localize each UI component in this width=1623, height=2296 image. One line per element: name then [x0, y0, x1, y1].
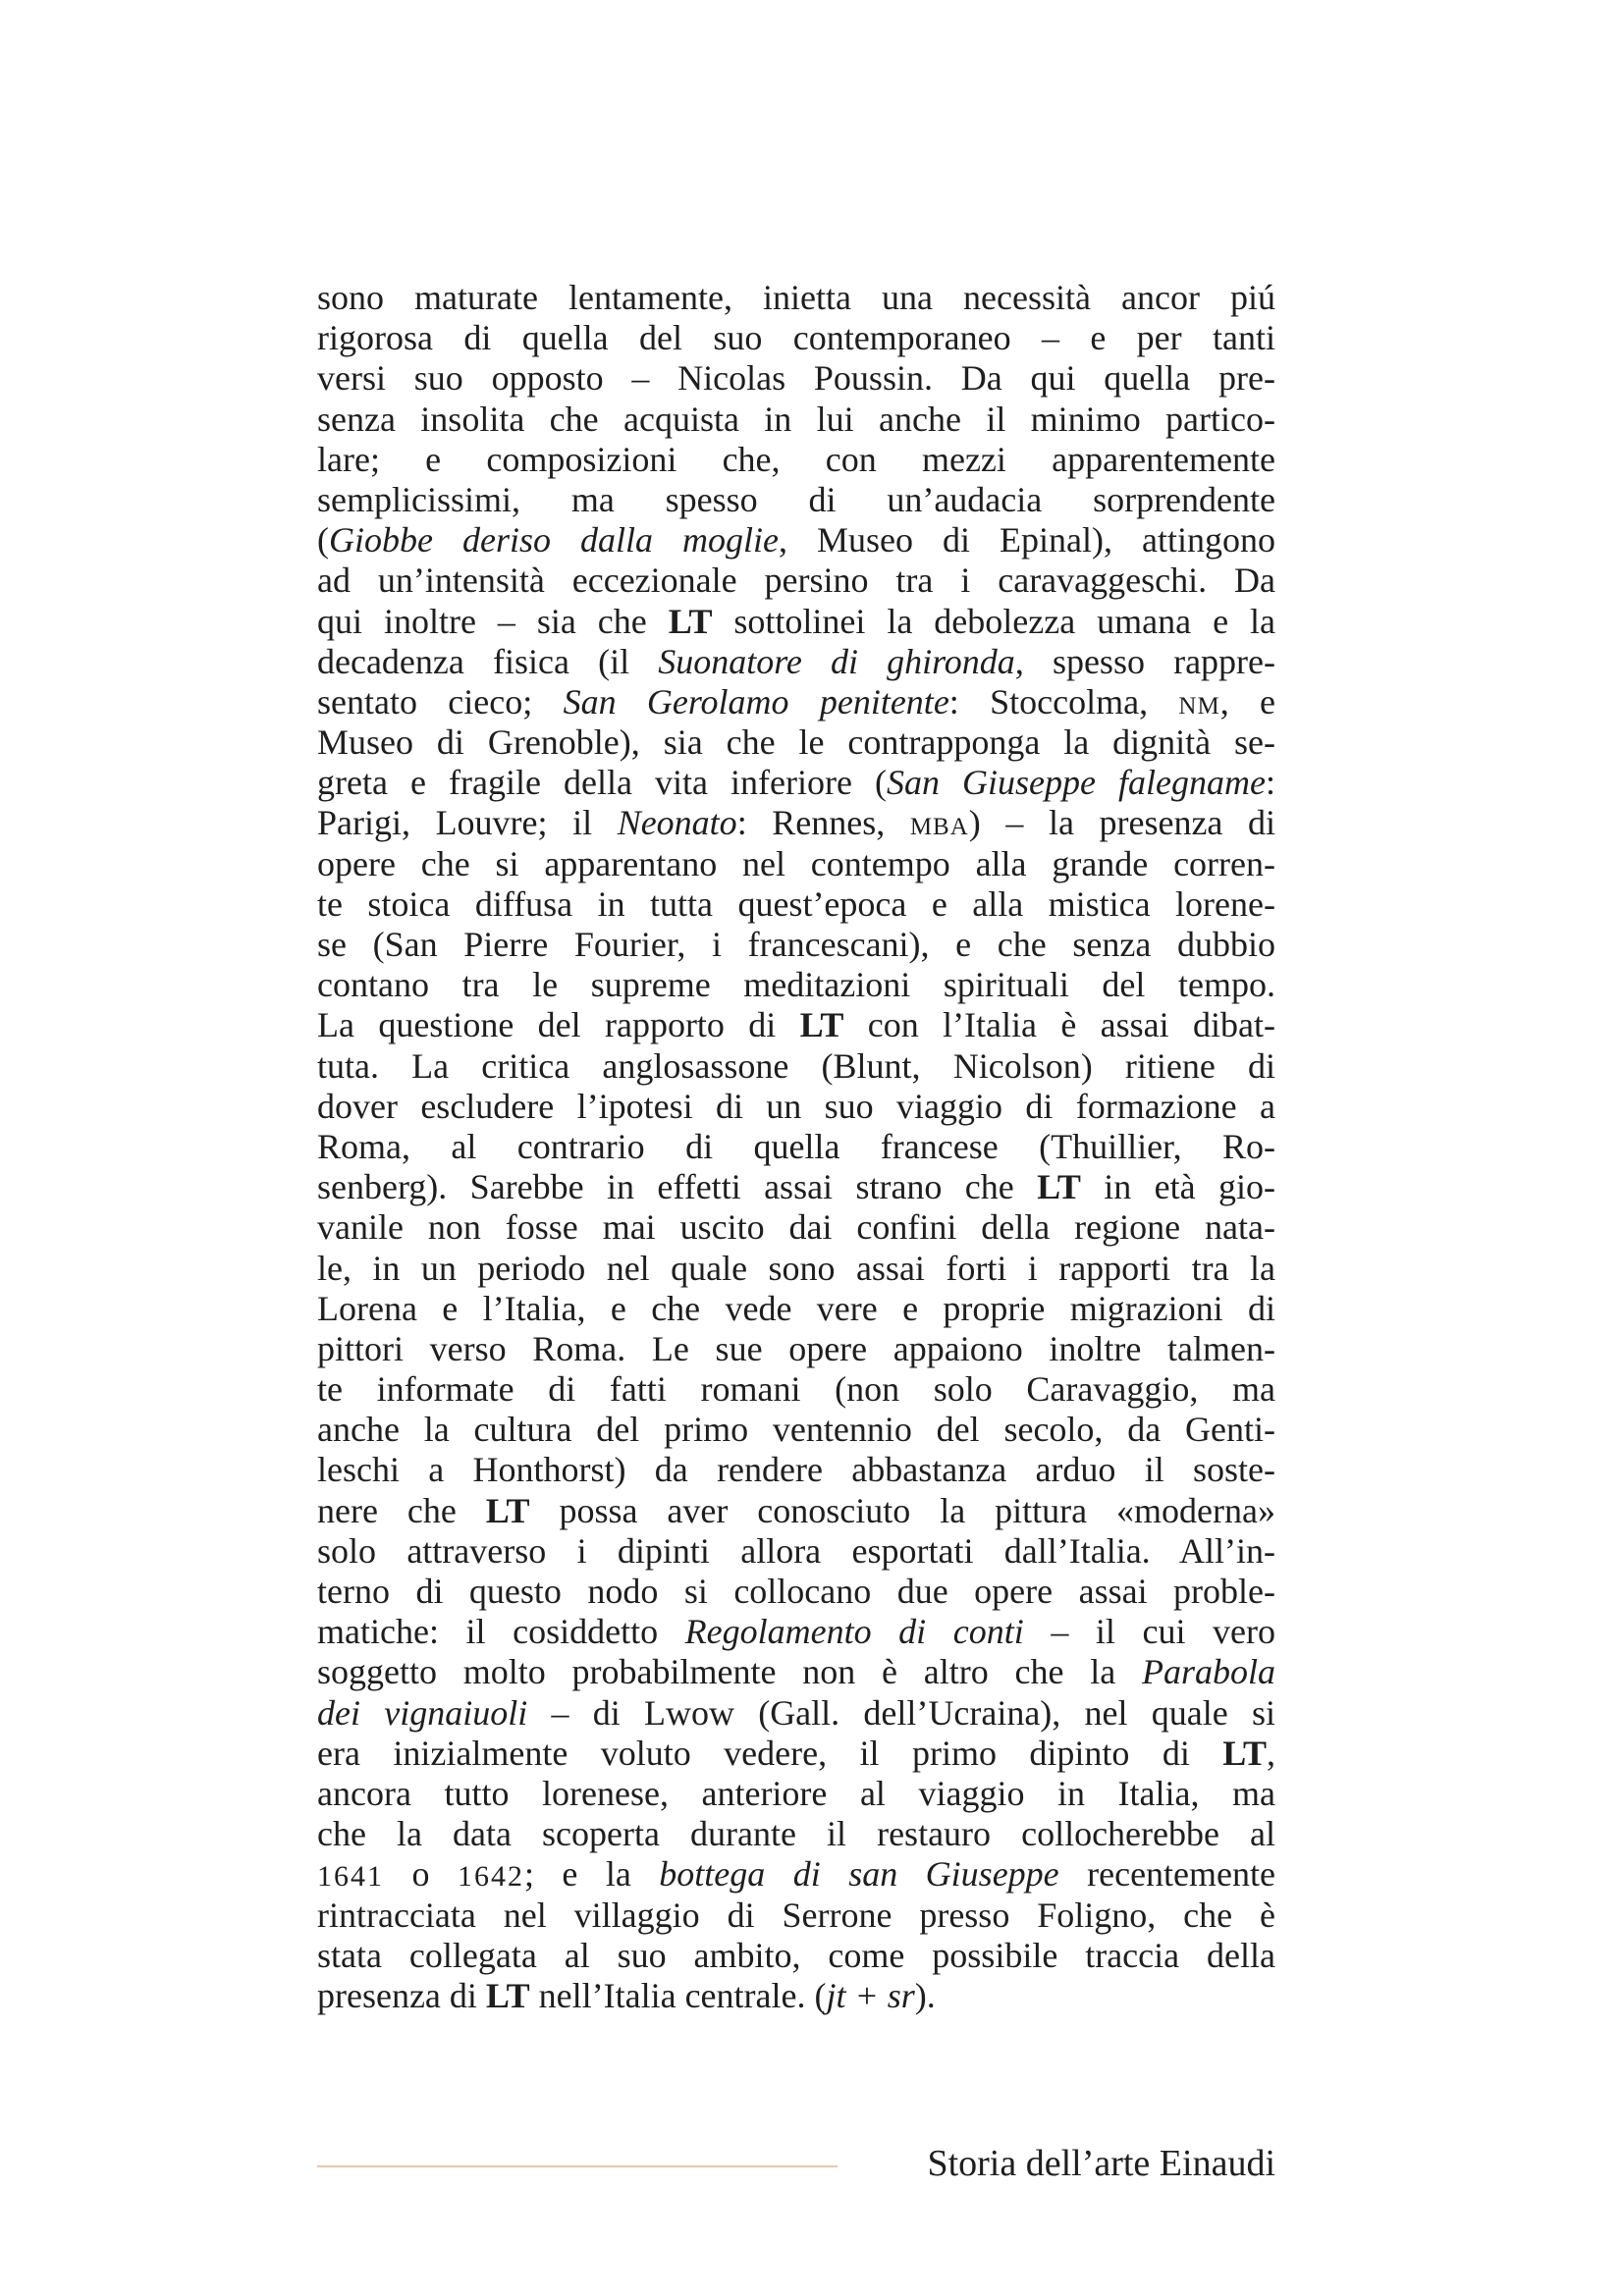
text-line: greta e fragile della vita inferiore (San Giuseppe falegname:: [317, 763, 1275, 803]
text-line: leschi a Honthorst) da rendere abbastanza arduo il soste-: [317, 1450, 1275, 1490]
text-line: contano tra le supreme meditazioni spirituali del tempo.: [317, 965, 1275, 1005]
text-line: le, in un periodo nel quale sono assai forti i rapporti tra la: [317, 1248, 1275, 1288]
text-line: Parigi, Louvre; il Neonato: Rennes, MBA) – la presenza di: [317, 803, 1275, 843]
artwork-title: Giobbe deriso dalla moglie: [329, 520, 779, 561]
year-numeral: 1641: [317, 1860, 384, 1894]
text-line: che la data scoperta durante il restauro collocherebbe al: [317, 1814, 1275, 1854]
text-line: dei vignaiuoli – di Lwow (Gall. dell’Ucraina), nel quale si: [317, 1692, 1275, 1733]
text-line: se (San Pierre Fourier, i francescani), e che senza dubbio: [317, 925, 1275, 964]
text-line: opere che si apparentano nel contempo alla grande corren-: [317, 843, 1275, 883]
artist-abbreviation: LT: [485, 1975, 530, 2015]
artwork-title: Regolamento di conti: [684, 1612, 1024, 1652]
artist-abbreviation: LT: [1037, 1167, 1081, 1207]
text-line: tuta. La critica anglosassone (Blunt, Nicolson) ritiene di: [317, 1045, 1275, 1086]
museum-abbreviation: MBA: [909, 814, 969, 841]
text-line: nere che LT possa aver conosciuto la pittura «moderna»: [317, 1490, 1275, 1530]
text-line: te informate di fatti romani (non solo Caravaggio, ma: [317, 1369, 1275, 1410]
text-line: era inizialmente voluto vedere, il primo dipinto di LT,: [317, 1733, 1275, 1773]
text-line: rigorosa di quella del suo contemporaneo – e per tanti: [317, 318, 1275, 358]
text-line: solo attraverso i dipinti allora esportati dall’Italia. All’in-: [317, 1530, 1275, 1571]
text-line: soggetto molto probabilmente non è altro che la Parabola: [317, 1652, 1275, 1692]
artist-abbreviation: LT: [1222, 1733, 1267, 1773]
text-line: senza insolita che acquista in lui anche il minimo partico-: [317, 399, 1275, 439]
text-line: lare; e composizioni che, con mezzi apparentemente: [317, 439, 1275, 479]
museum-abbreviation: NM: [1178, 692, 1220, 720]
text-line: (Giobbe deriso dalla moglie, Museo di Epinal), attingono: [317, 520, 1275, 561]
text-line: presenza di LT nell’Italia centrale. (jt + sr).: [317, 1975, 936, 2015]
text-line: te stoica diffusa in tutta quest’epoca e alla mistica lorene-: [317, 883, 1275, 924]
artist-abbreviation: LT: [485, 1490, 530, 1530]
text-line: matiche: il cosiddetto Regolamento di conti – il cui vero: [317, 1612, 1276, 1652]
text-line: ad un’intensità eccezionale persino tra i caravaggeschi. Da: [317, 561, 1275, 601]
text-line: decadenza fisica (il Suonatore di ghironda, spesso rappre-: [317, 641, 1275, 681]
text-line: Museo di Grenoble), sia che le contrapponga la dignità se-: [317, 722, 1275, 763]
text-line: La questione del rapporto di LT con l’Italia è assai dibat-: [317, 1005, 1275, 1045]
text-line: dover escludere l’ipotesi di un suo viaggio di formazione a: [317, 1086, 1275, 1126]
text-line: versi suo opposto – Nicolas Poussin. Da qui quella pre-: [317, 358, 1275, 399]
text-line: vanile non fosse mai uscito dai confini della regione nata-: [317, 1207, 1275, 1248]
artist-abbreviation: LT: [799, 1005, 844, 1045]
text-line: senberg). Sarebbe in effetti assai strano che LT in età gio-: [317, 1167, 1275, 1207]
text-line: Roma, al contrario di quella francese (Thuillier, Ro-: [317, 1126, 1275, 1166]
text-line: stata collegata al suo ambito, come possibile traccia della: [317, 1935, 1275, 1975]
text-line: semplicissimi, ma spesso di un’audacia sorprendente: [317, 479, 1275, 519]
text-line: rintracciata nel villaggio di Serrone presso Foligno, che è: [317, 1895, 1275, 1935]
artist-abbreviation: LT: [668, 601, 713, 641]
text-line: sentato cieco; San Gerolamo penitente: Stoccolma, NM, e: [317, 681, 1276, 721]
text-line: pittori verso Roma. Le sue opere appaiono inoltre talmen-: [317, 1328, 1275, 1368]
text-line: sono maturate lentamente, inietta una necessità ancor piú: [317, 278, 1275, 317]
artwork-title: San Gerolamo penitente: [563, 681, 949, 721]
artwork-title: Neonato: [617, 803, 737, 843]
year-numeral: 1642: [457, 1860, 524, 1894]
artwork-title: dei vignaiuoli: [317, 1692, 528, 1733]
text-line: anche la cultura del primo ventennio del secolo, da Genti-: [317, 1410, 1275, 1450]
artwork-title: Parabola: [1141, 1652, 1275, 1692]
text-line: 1641 o 1642; e la bottega di san Giuseppe recentemente: [317, 1854, 1275, 1895]
author-initials: jt + sr: [826, 1975, 915, 2015]
artwork-title: San Giuseppe falegname: [886, 763, 1266, 803]
artwork-title: Suonatore di ghironda: [658, 641, 1015, 681]
body-text: [317, 278, 1275, 2016]
text-line: qui inoltre – sia che LT sottolinei la debolezza umana e la: [317, 601, 1276, 641]
footer-title: Storia dell’arte Einaudi: [927, 2143, 1275, 2184]
text-line: ancora tutto lorenese, anteriore al viaggio in Italia, ma: [317, 1773, 1275, 1813]
footer-rule: [317, 2165, 838, 2167]
text-line: terno di questo nodo si collocano due opere assai proble-: [317, 1572, 1275, 1611]
artwork-title: bottega di san Giuseppe: [659, 1854, 1059, 1895]
text-line: Lorena e l’Italia, e che vede vere e proprie migrazioni di: [317, 1288, 1275, 1328]
